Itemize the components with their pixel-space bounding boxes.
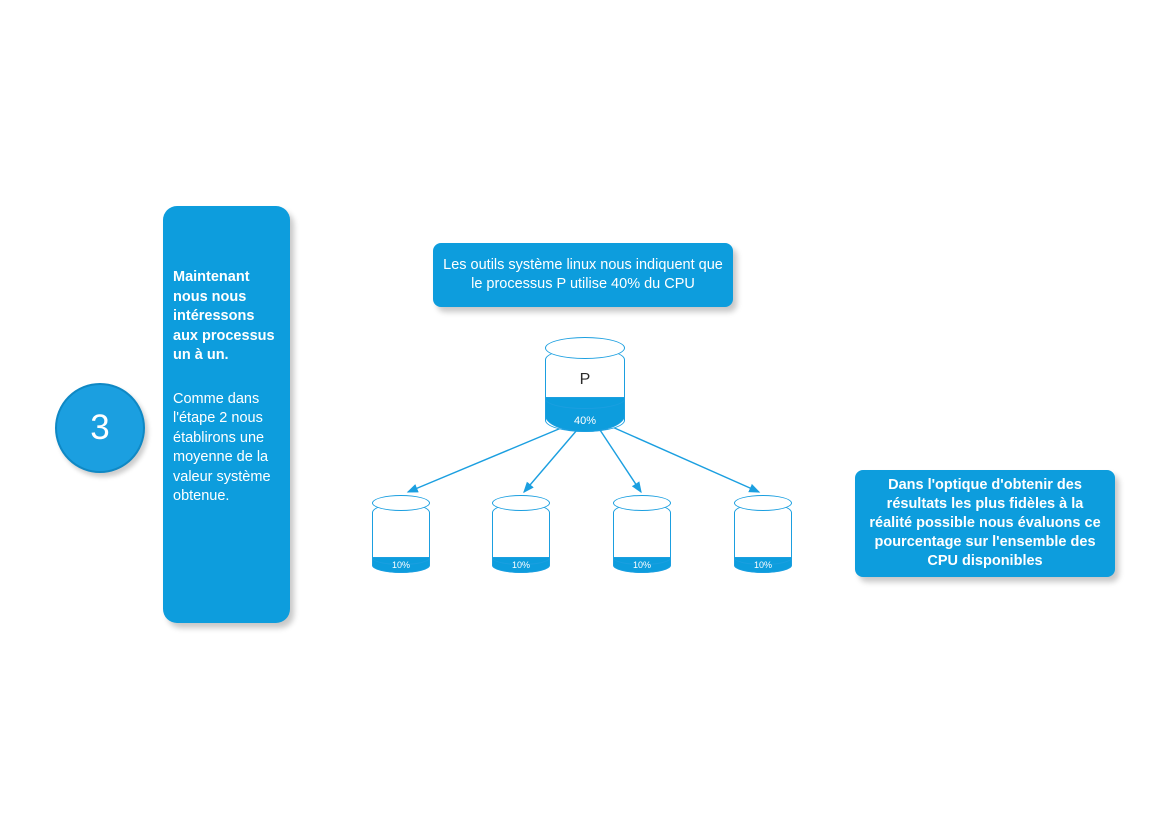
callout-top [433,243,733,307]
cylinder-percent-label: 10% [391,560,410,570]
cylinder-top-ellipse-icon [372,495,430,511]
callout-right-text: Dans l'optique d'obtenir des résultats les plus fidèles à la réalité possible nous évaluons ce pourcentage sur l'ensemble des CPU disponibles [869,477,1101,569]
cylinder-top-ellipse-icon [545,337,625,359]
cpu-cylinder-1 [372,495,430,573]
cylinder-fill [734,557,792,573]
process-cylinder-main [545,337,625,432]
cylinder-fill [545,397,625,432]
callout-right [855,470,1115,577]
cylinder-percent-label: 10% [753,560,772,570]
cylinder-percent-label: 40% [573,415,597,427]
step-number-badge [55,383,145,473]
cylinder-top-ellipse-icon [492,495,550,511]
cpu-cylinder-2 [492,495,550,573]
cpu-cylinder-4 [734,495,792,573]
cylinder-fill [372,557,430,573]
cpu-cylinder-3 [613,495,671,573]
left-description-panel [163,206,290,623]
cylinder-fill [613,557,671,573]
cylinder-fill [492,557,550,573]
callout-top-text: Les outils système linux nous indiquent que le processus P utilise 40% du CPU [443,257,723,292]
left-panel-bold-text: Maintenant nous nous intéressons aux processus un à un. [173,269,275,363]
cylinder-percent-label: 10% [632,560,651,570]
cylinder-fill-cap [545,397,625,409]
cylinder-top-ellipse-icon [613,495,671,511]
cylinder-top-ellipse-icon [734,495,792,511]
step-number-label: 3 [90,408,110,447]
cylinder-name-label: P [579,371,591,388]
cylinder-percent-label: 10% [511,560,530,570]
left-panel-plain-text: Comme dans l'étape 2 nous établirons une moyenne de la valeur système obtenue. [173,390,271,504]
